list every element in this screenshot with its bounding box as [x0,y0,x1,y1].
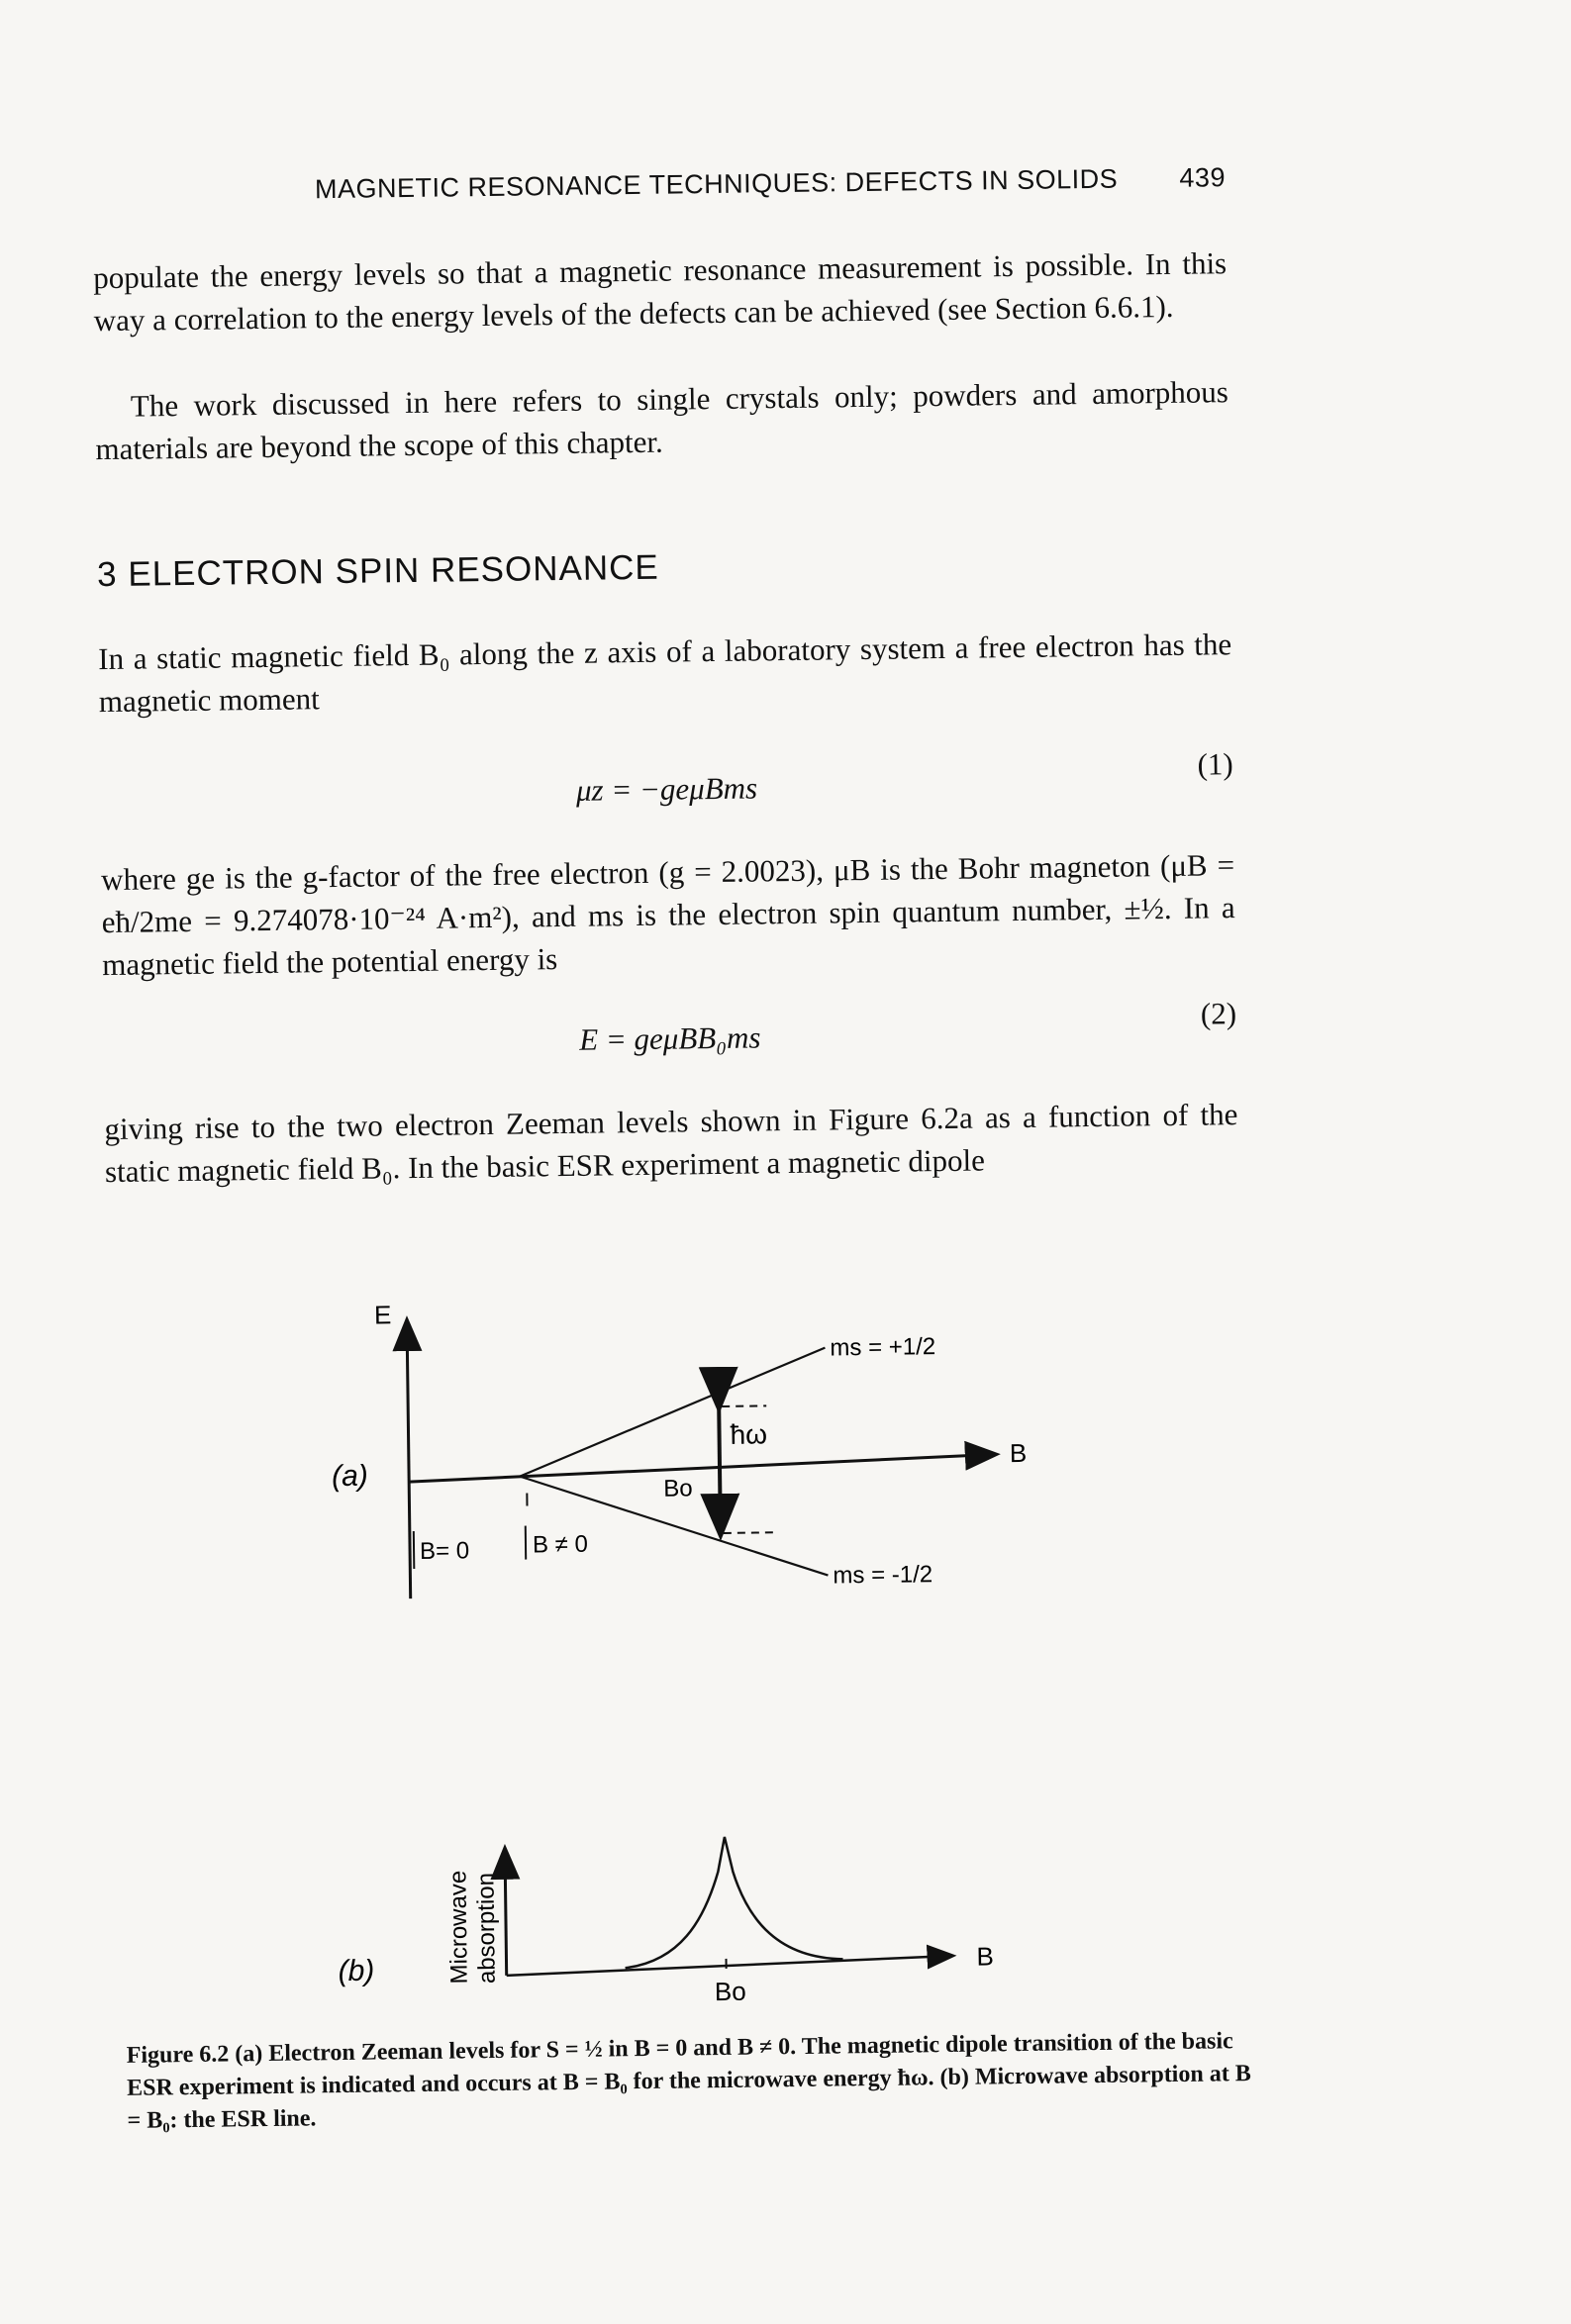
transition-energy-label: ħω [730,1418,767,1449]
resonance-field-label: Bo [663,1475,693,1501]
caption-lead: Figure 6.2 [127,2042,230,2069]
running-title: MAGNETIC RESONANCE TECHNIQUES: DEFECTS IN SOLIDS [315,164,1118,205]
lower-dash [724,1532,773,1533]
caption-text: (a) Electron Zeeman levels for S = ½ in B = 0 and B ≠ 0. The magnetic dipole transition of the basic ESR experiment is indicated and occurs at B = B₀ for the microwave energy ħω. (b) Microwave absorption at B = B₀: the ESR line. [127,2028,1251,2134]
field-axis [409,1454,995,1482]
running-header [315,162,1226,205]
equation-2 [103,1014,1236,1072]
figure-caption [127,2025,1266,2138]
absorption-axis-label-1: Microwave [444,1871,472,1985]
panel-b-label: (b) [338,1955,374,1987]
paragraph-1: populate the energy levels so that a magnetic resonance measurement is possible. In this way a correlation to the energy levels of the defects can be achieved (see Section 6.6.1). [93,242,1227,341]
equation-2-formula: E = geμBB₀ms [103,1014,1236,1064]
paragraph-after-eq2: giving rise to the two electron Zeeman levels shown in Figure 6.2a as a function of the static magnetic field B₀. In the basic ESR experiment a magnetic dipole [104,1093,1238,1193]
lower-level-label: ms = -1/2 [833,1561,933,1589]
equation-1 [100,764,1233,823]
panel-a-label: (a) [332,1460,368,1493]
field-axis-label: B [1010,1438,1028,1468]
page-number: 439 [1179,162,1226,194]
energy-axis [407,1321,411,1598]
upper-level-label: ms = +1/2 [830,1333,935,1361]
absorption-axis [505,1850,507,1976]
figure-panel-a [2,1257,1571,1634]
transition-arrow [719,1406,721,1533]
paragraph-2: The work discussed in here refers to single crystals only; powders and amorphous materials are beyond the scope of this chapter. [95,370,1229,470]
upper-zeeman-level [518,1348,827,1477]
section-title: 3 ELECTRON SPIN RESONANCE [97,548,659,595]
figure-panel-b [9,1782,1571,2030]
energy-axis-label: E [374,1300,392,1329]
peak-field-label: Bo [715,1977,746,2006]
equation-2-number: (2) [1201,996,1237,1031]
upper-dash [722,1405,766,1406]
field-axis-b-label: B [976,1941,994,1971]
equation-1-formula: μz = −geμBms [100,764,1233,815]
zero-field-label: B= 0 [420,1537,469,1565]
absorption-axis-label-2: absorption [472,1873,500,1984]
esr-absorption-line [624,1835,843,1968]
section-intro: In a static magnetic field B₀ along the z axis of a laboratory system a free electron has the magnetic moment [98,623,1232,723]
paragraph-after-eq1: where ge is the g-factor of the free electron (g = 2.0023), μB is the Bohr magneton (μB = eħ/2me = 9.274078·10⁻²⁴ A·m²), and ms is the electron spin quantum number, ±½. In a magnetic field the potential energy is [101,843,1236,986]
field-axis-b [507,1956,952,1976]
equation-1-number: (1) [1197,746,1233,782]
nonzero-field-label: B ≠ 0 [533,1531,588,1559]
